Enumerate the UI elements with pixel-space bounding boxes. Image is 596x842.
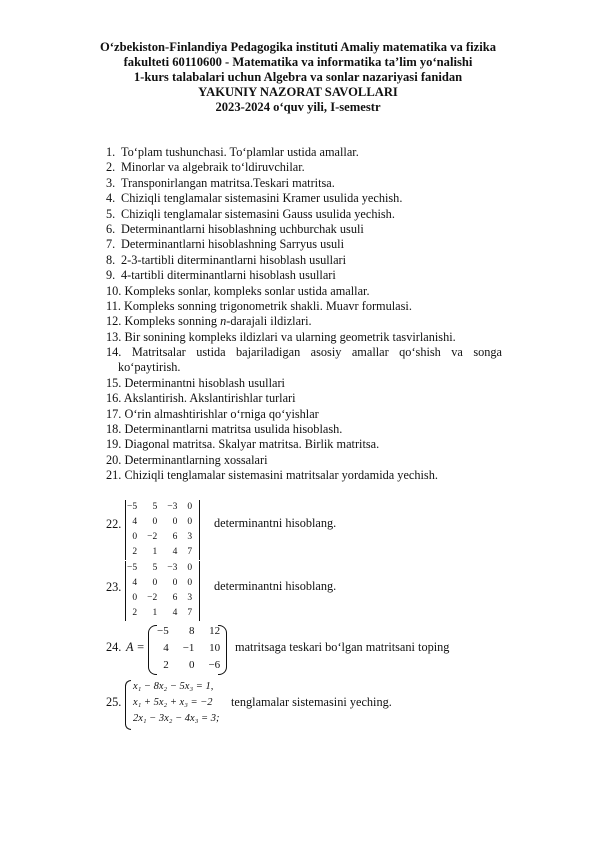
list-item: 12. Kompleks sonning n-darajali ildizlari. <box>106 314 312 329</box>
list-item-text: Determinantni hisoblash usullari <box>124 375 285 390</box>
list-item: 11. Kompleks sonning trigonometrik shakli. Muavr formulasi. <box>106 298 412 313</box>
list-item-text: Matritsalar ustida bajariladigan asosiy amallar qo‘shish va songa <box>131 345 503 360</box>
list-item: 6. Determinantlarni hisoblashning uchburchak usuli <box>106 221 364 236</box>
problem-caption: determinantni hisoblang. <box>214 579 337 593</box>
list-item: 2. Minorlar va algebraik to‘ldiruvchilar. <box>106 160 305 175</box>
question-list <box>106 145 502 484</box>
header-title: YAKUNIY NAZORAT SAVOLLARI <box>198 84 398 99</box>
header-institution: O‘zbekiston-Finlandiya Pedagogika instituti Amaliy matematika va fizika <box>99 40 497 54</box>
matrix-a: −5 8 12 4 −1 10 2 0 −6 <box>157 625 221 671</box>
list-item-text: Kompleks sonning n-darajali ildizlari. <box>124 314 312 329</box>
header-faculty: fakulteti 60110600 - Matematika va informatika ta’lim yo‘nalishi <box>123 54 473 69</box>
list-item-text: O‘rin almashtirishlar o‘rniga qo‘yishlar <box>124 406 319 421</box>
list-item: 4. Chiziqli tenglamalar sistemasini Kramer usulida yechish. <box>106 191 403 206</box>
problem-caption: matritsaga teskari bo‘lgan matritsani toping <box>235 640 450 654</box>
list-item-text: Chiziqli tenglamalar sistemasini Kramer usulida yechish. <box>121 191 403 206</box>
list-item: 10. Kompleks sonlar, kompleks sonlar ustida amallar. <box>106 283 370 298</box>
list-item: 9. 4-tartibli diterminantlarni hisoblash usullari <box>106 268 336 283</box>
list-item: 20. Determinantlarning xossalari <box>106 452 268 467</box>
list-item-text: Minorlar va algebraik to‘ldiruvchilar. <box>121 160 305 175</box>
header-course: 1-kurs talabalari uchun Algebra va sonlar nazariyasi fanidan <box>133 69 463 84</box>
list-item-text: 2-3-tartibli diterminantlarni hisoblash usullari <box>121 252 347 267</box>
list-item: 19. Diagonal matritsa. Skalyar matritsa. Birlik matritsa. <box>106 437 380 452</box>
list-item-text: Akslantirish. Akslantirishlar turlari <box>123 391 296 406</box>
list-item-text: Kompleks sonlar, kompleks sonlar ustida amallar. <box>124 283 370 298</box>
list-item-text: Kompleks sonning trigonometrik shakli. Muavr formulasi. <box>124 298 412 313</box>
header-year: 2023-2024 o‘quv yili, I-semestr <box>215 99 381 114</box>
matrix-name-label: A = <box>126 640 145 654</box>
document-header <box>0 40 596 115</box>
system-brace <box>125 680 131 730</box>
problem-caption: tenglamalar sistemasini yeching. <box>231 695 392 709</box>
problem-number: 23. <box>106 580 122 594</box>
determinant-matrix: −5 5 −3 0 4 0 0 0 0 −2 6 3 2 1 4 7 <box>127 563 193 618</box>
list-item: 18. Determinantlarni matritsa usulida hisoblash. <box>106 422 343 437</box>
problem-number: 25. <box>106 695 122 709</box>
list-item: 14. Matritsalar ustida bajariladigan asosiy amallar qo‘shish va songa ko‘paytirish. <box>106 345 503 375</box>
list-item: 21. Chiziqli tenglamalar sistemasini matritsalar yordamida yechish. <box>106 468 438 483</box>
problem-caption: determinantni hisoblang. <box>214 516 337 530</box>
right-parenthesis <box>218 625 227 675</box>
equation-3: 2x₁ − 3x₂ − 4x₃ = 3; <box>133 713 220 724</box>
problem-25 <box>106 678 526 732</box>
problem-22 <box>106 500 506 560</box>
list-item-text: Bir sonining kompleks ildizlari va ularning geometrik tasvirlanishi. <box>124 329 456 344</box>
problem-23 <box>106 561 506 621</box>
equation-system <box>133 679 219 727</box>
list-item-text: Determinantlarning xossalari <box>124 452 268 467</box>
equation-2: x₁ + 5x₂ + x₃ = −2 <box>133 697 213 708</box>
list-item-text: Determinantlarni hisoblashning uchburchak usuli <box>121 221 364 236</box>
list-item-text: Determinantlarni hisoblashning Sarryus usuli <box>121 237 345 252</box>
list-item-text-continued: ko‘paytirish. <box>118 360 181 375</box>
list-item-text: Diagonal matritsa. Skalyar matritsa. Birlik matritsa. <box>124 437 380 452</box>
list-item-text: Chiziqli tenglamalar sistemasini Gauss usulida yechish. <box>121 206 395 221</box>
determinant-matrix: −5 5 −3 0 4 0 0 0 0 −2 6 3 2 1 4 7 <box>127 502 193 557</box>
list-item: 5. Chiziqli tenglamalar sistemasini Gauss usulida yechish. <box>106 206 395 221</box>
list-item: 13. Bir sonining kompleks ildizlari va ularning geometrik tasvirlanishi. <box>106 329 456 344</box>
determinant-bar-right <box>199 500 200 560</box>
list-item-text: Determinantlarni matritsa usulida hisoblash. <box>124 422 343 437</box>
equation-1: x₁ − 8x₂ − 5x₃ = 1, <box>133 681 214 692</box>
problem-number: 22. <box>106 517 122 531</box>
list-item-text: To‘plam tushunchasi. To‘plamlar ustida amallar. <box>121 145 359 159</box>
list-item: 3. Transponirlangan matritsa.Teskari matritsa. <box>106 175 335 190</box>
list-item-text: Chiziqli tenglamalar sistemasini matritsalar yordamida yechish. <box>124 468 438 483</box>
problem-number: 24. <box>106 640 122 654</box>
list-item: 8. 2-3-tartibli diterminantlarni hisoblash usullari <box>106 252 347 267</box>
list-item: 17. O‘rin almashtirishlar o‘rniga qo‘yishlar <box>106 406 319 421</box>
determinant-bar-right <box>199 561 200 621</box>
list-item: 15. Determinantni hisoblash usullari <box>106 375 285 390</box>
problem-24 <box>106 623 526 677</box>
list-item: 16. Akslantirish. Akslantirishlar turlari <box>106 391 296 406</box>
list-item: 7. Determinantlarni hisoblashning Sarryus usuli <box>106 237 345 252</box>
list-item-text: Transponirlangan matritsa.Teskari matritsa. <box>121 175 335 190</box>
list-item-text: 4-tartibli diterminantlarni hisoblash usullari <box>121 268 336 283</box>
list-item: 1. To‘plam tushunchasi. To‘plamlar ustida amallar. <box>106 145 359 159</box>
